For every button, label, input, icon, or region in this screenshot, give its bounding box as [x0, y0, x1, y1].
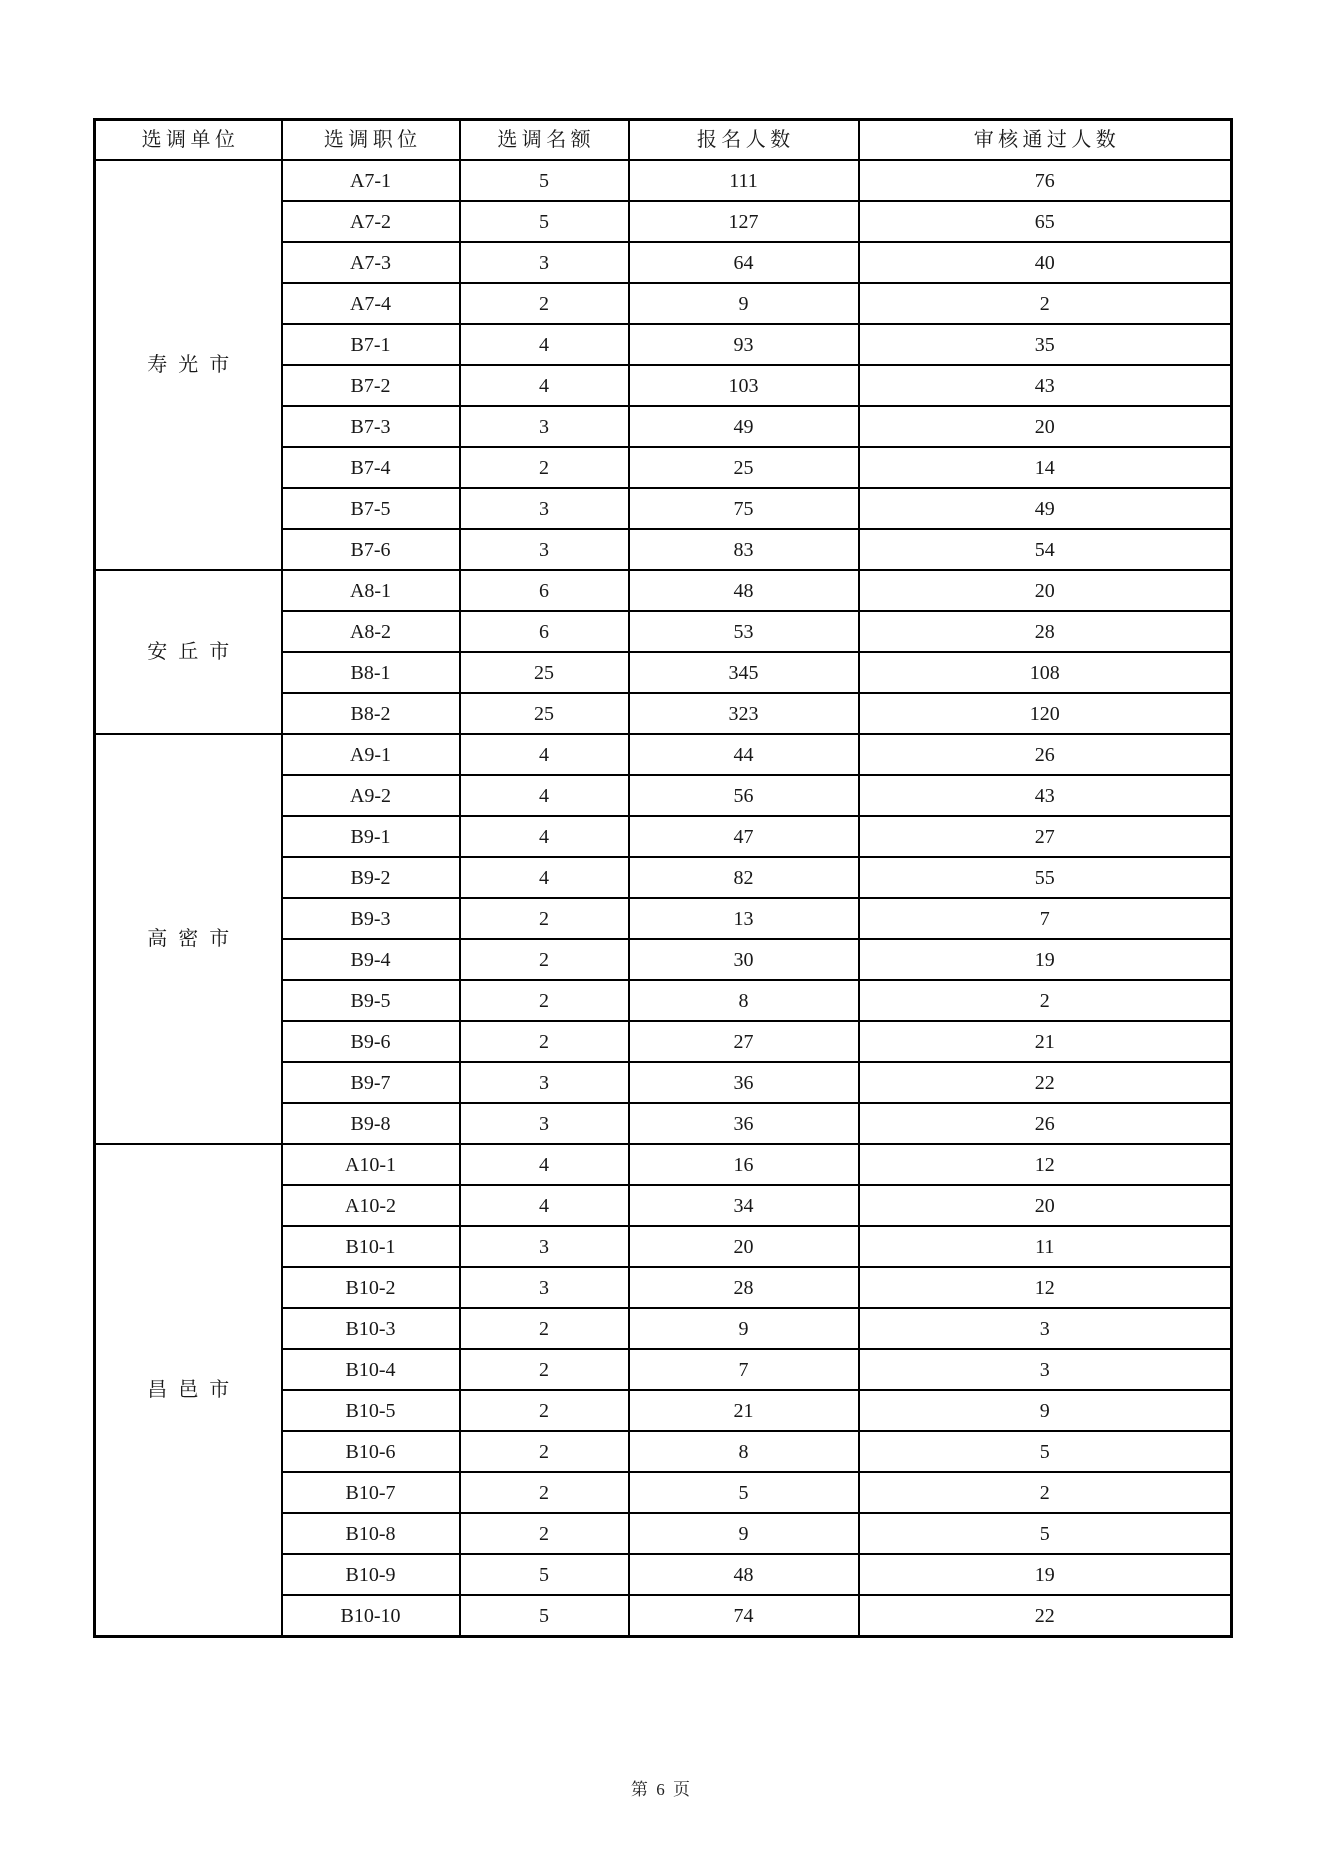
position-cell: B10-8 — [282, 1513, 460, 1554]
quota-cell: 2 — [460, 1513, 629, 1554]
approved-cell: 22 — [859, 1595, 1232, 1637]
quota-cell: 3 — [460, 1226, 629, 1267]
position-cell: A7-1 — [282, 160, 460, 201]
position-cell: A10-1 — [282, 1144, 460, 1185]
applicants-cell: 48 — [629, 570, 859, 611]
table-body — [95, 160, 1232, 1637]
position-cell: A9-2 — [282, 775, 460, 816]
position-cell: B7-3 — [282, 406, 460, 447]
approved-cell: 35 — [859, 324, 1232, 365]
applicants-cell: 48 — [629, 1554, 859, 1595]
applicants-cell: 36 — [629, 1062, 859, 1103]
quota-cell: 6 — [460, 611, 629, 652]
position-cell: B10-4 — [282, 1349, 460, 1390]
approved-cell: 19 — [859, 1554, 1232, 1595]
position-cell: A9-1 — [282, 734, 460, 775]
position-cell: A7-4 — [282, 283, 460, 324]
applicants-cell: 56 — [629, 775, 859, 816]
quota-cell: 2 — [460, 898, 629, 939]
position-cell: B9-8 — [282, 1103, 460, 1144]
quota-cell: 4 — [460, 857, 629, 898]
approved-cell: 108 — [859, 652, 1232, 693]
page-number: 第 6 页 — [630, 1780, 693, 1799]
quota-cell: 3 — [460, 1103, 629, 1144]
approved-cell: 12 — [859, 1267, 1232, 1308]
applicants-cell: 83 — [629, 529, 859, 570]
approved-cell: 49 — [859, 488, 1232, 529]
table-row — [95, 734, 1232, 775]
quota-cell: 4 — [460, 365, 629, 406]
applicants-cell: 25 — [629, 447, 859, 488]
applicants-cell: 111 — [629, 160, 859, 201]
approved-cell: 55 — [859, 857, 1232, 898]
selection-stats-table — [93, 118, 1233, 1638]
applicants-cell: 9 — [629, 283, 859, 324]
unit-cell: 安丘市 — [95, 570, 282, 734]
position-cell: B7-5 — [282, 488, 460, 529]
applicants-cell: 103 — [629, 365, 859, 406]
quota-cell: 5 — [460, 1554, 629, 1595]
approved-cell: 12 — [859, 1144, 1232, 1185]
quota-cell: 4 — [460, 775, 629, 816]
quota-cell: 4 — [460, 734, 629, 775]
unit-cell: 高密市 — [95, 734, 282, 1144]
position-cell: B9-7 — [282, 1062, 460, 1103]
position-cell: B7-6 — [282, 529, 460, 570]
approved-cell: 9 — [859, 1390, 1232, 1431]
position-cell: B9-5 — [282, 980, 460, 1021]
position-cell: A7-3 — [282, 242, 460, 283]
quota-cell: 4 — [460, 1185, 629, 1226]
position-cell: A10-2 — [282, 1185, 460, 1226]
applicants-cell: 127 — [629, 201, 859, 242]
position-cell: B9-3 — [282, 898, 460, 939]
quota-cell: 2 — [460, 939, 629, 980]
applicants-cell: 8 — [629, 980, 859, 1021]
applicants-cell: 323 — [629, 693, 859, 734]
applicants-cell: 47 — [629, 816, 859, 857]
approved-cell: 54 — [859, 529, 1232, 570]
position-cell: B8-2 — [282, 693, 460, 734]
position-cell: B7-1 — [282, 324, 460, 365]
approved-cell: 11 — [859, 1226, 1232, 1267]
quota-cell: 3 — [460, 242, 629, 283]
quota-cell: 5 — [460, 1595, 629, 1637]
applicants-cell: 13 — [629, 898, 859, 939]
quota-cell: 2 — [460, 1349, 629, 1390]
quota-cell: 25 — [460, 693, 629, 734]
position-cell: B9-2 — [282, 857, 460, 898]
applicants-cell: 64 — [629, 242, 859, 283]
applicants-cell: 9 — [629, 1513, 859, 1554]
position-cell: B10-6 — [282, 1431, 460, 1472]
header-unit: 选调单位 — [95, 120, 282, 161]
applicants-cell: 36 — [629, 1103, 859, 1144]
applicants-cell: 28 — [629, 1267, 859, 1308]
approved-cell: 27 — [859, 816, 1232, 857]
table-row — [95, 1144, 1232, 1185]
position-cell: B10-10 — [282, 1595, 460, 1637]
position-cell: B10-1 — [282, 1226, 460, 1267]
quota-cell: 3 — [460, 488, 629, 529]
table-row — [95, 160, 1232, 201]
unit-cell: 昌邑市 — [95, 1144, 282, 1637]
approved-cell: 2 — [859, 283, 1232, 324]
applicants-cell: 8 — [629, 1431, 859, 1472]
approved-cell: 20 — [859, 570, 1232, 611]
applicants-cell: 27 — [629, 1021, 859, 1062]
approved-cell: 28 — [859, 611, 1232, 652]
approved-cell: 76 — [859, 160, 1232, 201]
approved-cell: 120 — [859, 693, 1232, 734]
applicants-cell: 5 — [629, 1472, 859, 1513]
applicants-cell: 20 — [629, 1226, 859, 1267]
applicants-cell: 30 — [629, 939, 859, 980]
position-cell: B10-9 — [282, 1554, 460, 1595]
applicants-cell: 75 — [629, 488, 859, 529]
quota-cell: 6 — [460, 570, 629, 611]
approved-cell: 14 — [859, 447, 1232, 488]
position-cell: B7-2 — [282, 365, 460, 406]
approved-cell: 7 — [859, 898, 1232, 939]
position-cell: A7-2 — [282, 201, 460, 242]
table-row — [95, 570, 1232, 611]
position-cell: B10-3 — [282, 1308, 460, 1349]
applicants-cell: 44 — [629, 734, 859, 775]
applicants-cell: 16 — [629, 1144, 859, 1185]
quota-cell: 4 — [460, 816, 629, 857]
position-cell: B9-4 — [282, 939, 460, 980]
header-approved: 审核通过人数 — [859, 120, 1232, 161]
quota-cell: 3 — [460, 406, 629, 447]
position-cell: B7-4 — [282, 447, 460, 488]
applicants-cell: 345 — [629, 652, 859, 693]
applicants-cell: 34 — [629, 1185, 859, 1226]
applicants-cell: 82 — [629, 857, 859, 898]
position-cell: A8-2 — [282, 611, 460, 652]
approved-cell: 40 — [859, 242, 1232, 283]
quota-cell: 2 — [460, 1472, 629, 1513]
approved-cell: 20 — [859, 406, 1232, 447]
approved-cell: 2 — [859, 980, 1232, 1021]
position-cell: B10-2 — [282, 1267, 460, 1308]
quota-cell: 2 — [460, 1390, 629, 1431]
approved-cell: 5 — [859, 1513, 1232, 1554]
position-cell: B8-1 — [282, 652, 460, 693]
unit-cell: 寿光市 — [95, 160, 282, 570]
applicants-cell: 21 — [629, 1390, 859, 1431]
header-quota: 选调名额 — [460, 120, 629, 161]
quota-cell: 4 — [460, 1144, 629, 1185]
approved-cell: 3 — [859, 1308, 1232, 1349]
position-cell: B10-5 — [282, 1390, 460, 1431]
applicants-cell: 49 — [629, 406, 859, 447]
table-header-row — [95, 120, 1232, 161]
approved-cell: 43 — [859, 365, 1232, 406]
approved-cell: 19 — [859, 939, 1232, 980]
applicants-cell: 7 — [629, 1349, 859, 1390]
header-position: 选调职位 — [282, 120, 460, 161]
approved-cell: 26 — [859, 1103, 1232, 1144]
applicants-cell: 93 — [629, 324, 859, 365]
approved-cell: 5 — [859, 1431, 1232, 1472]
quota-cell: 2 — [460, 1308, 629, 1349]
applicants-cell: 9 — [629, 1308, 859, 1349]
approved-cell: 22 — [859, 1062, 1232, 1103]
quota-cell: 2 — [460, 1431, 629, 1472]
quota-cell: 2 — [460, 283, 629, 324]
quota-cell: 3 — [460, 529, 629, 570]
approved-cell: 43 — [859, 775, 1232, 816]
quota-cell: 5 — [460, 201, 629, 242]
quota-cell: 2 — [460, 447, 629, 488]
approved-cell: 2 — [859, 1472, 1232, 1513]
position-cell: B9-1 — [282, 816, 460, 857]
position-cell: B10-7 — [282, 1472, 460, 1513]
quota-cell: 3 — [460, 1267, 629, 1308]
quota-cell: 25 — [460, 652, 629, 693]
approved-cell: 26 — [859, 734, 1232, 775]
approved-cell: 65 — [859, 201, 1232, 242]
quota-cell: 2 — [460, 1021, 629, 1062]
applicants-cell: 53 — [629, 611, 859, 652]
approved-cell: 21 — [859, 1021, 1232, 1062]
header-applicants: 报名人数 — [629, 120, 859, 161]
applicants-cell: 74 — [629, 1595, 859, 1637]
position-cell: B9-6 — [282, 1021, 460, 1062]
quota-cell: 3 — [460, 1062, 629, 1103]
approved-cell: 3 — [859, 1349, 1232, 1390]
quota-cell: 2 — [460, 980, 629, 1021]
position-cell: A8-1 — [282, 570, 460, 611]
quota-cell: 4 — [460, 324, 629, 365]
approved-cell: 20 — [859, 1185, 1232, 1226]
quota-cell: 5 — [460, 160, 629, 201]
